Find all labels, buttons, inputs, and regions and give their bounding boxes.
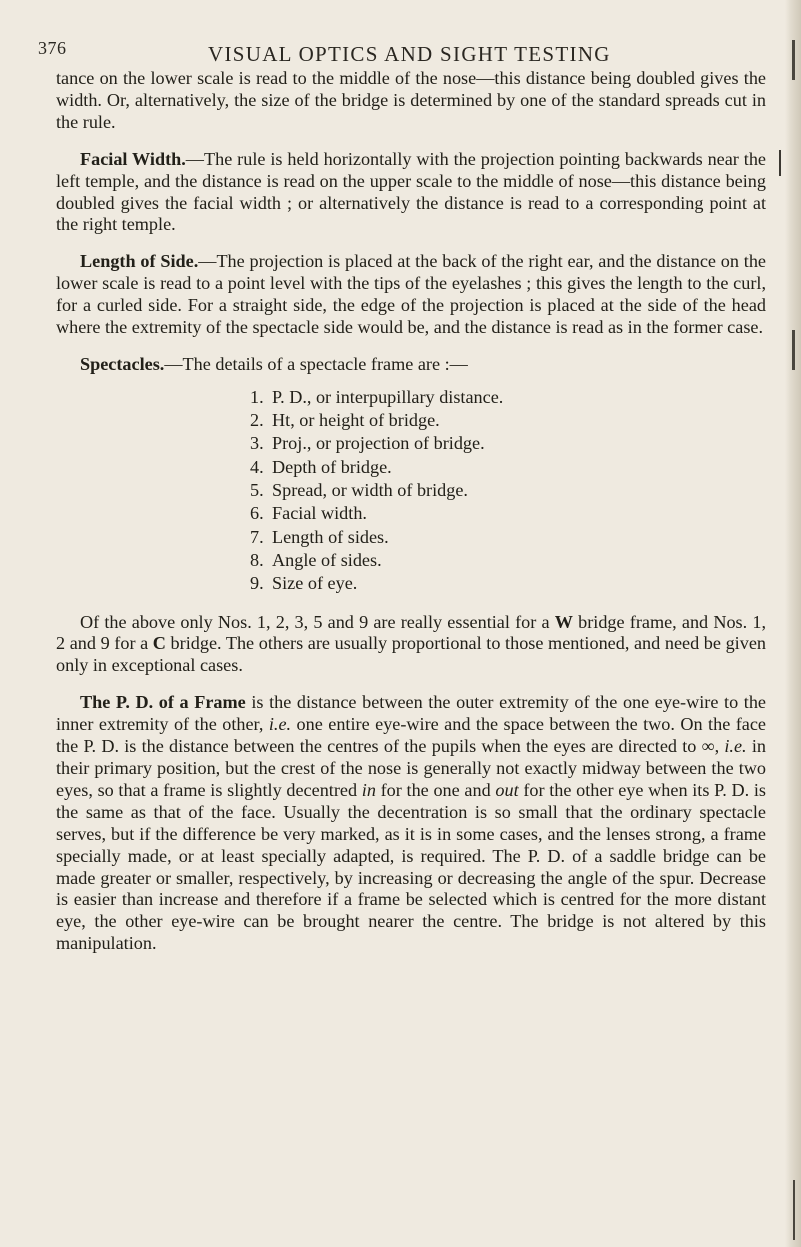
bridge-type-w: W	[554, 611, 573, 632]
facial-width-text: —The rule is held horizontally with the projection pointing backwards near the left temple, and the distance is read on the upper scale to the middle of nose—this distance being doubled gives the facial width ; or alternatively the distance is read to a corresponding point at the right temple.	[56, 148, 766, 235]
list-item	[250, 480, 766, 503]
emphasis-out: out	[495, 779, 519, 800]
list-item	[250, 433, 766, 456]
page-number: 376	[38, 38, 67, 58]
pd-text-2: one entire eye-wire and the space between the two. On the face the P. D. is the distance between the centres of the pupils when the eyes are directed to ∞,	[56, 714, 766, 757]
list-item	[250, 457, 766, 480]
list-number: 5.	[250, 480, 264, 501]
margin-bracket	[779, 150, 781, 176]
pd-text-5: for the other eye when its P. D. is the same as that of the face. Usually the decentration is so small that the ordinary spectacle serves, but if the difference be very marked, as it is in some cases, and the lenses strong, a frame specially made, or at least specially adapted, is required. The P. D. of a saddle bridge can be made greater or smaller, respectively, by increasing or decreasing the angle of the spur. Decrease is easier than increase and therefore if a frame be selected which is centred for the more distant eye, the other eye-wire can be brought nearer the centre. The bridge is not altered by this manipulation.	[56, 779, 766, 954]
list-text: Spread, or width of bridge.	[272, 480, 468, 501]
run-in-heading-spectacles: Spectacles.	[80, 353, 165, 374]
run-in-heading-length-of-side: Length of Side.	[80, 251, 199, 272]
paragraph-facial-width	[56, 149, 766, 237]
list-item	[250, 573, 766, 596]
list-number: 1.	[250, 386, 264, 407]
list-number: 6.	[250, 503, 264, 524]
essential-text-3: bridge. The others are usually proportional to those mentioned, and need be given only in exceptional cases.	[56, 633, 766, 676]
list-number: 8.	[250, 549, 264, 570]
list-text: Angle of sides.	[272, 549, 382, 570]
list-number: 7.	[250, 526, 264, 547]
paragraph-continuation: tance on the lower scale is read to the middle of the nose—this distance being doubled gives the width. Or, alternatively, the size of the bridge is determined by one of the standard spreads cut in the rule.	[56, 68, 766, 132]
list-text: Size of eye.	[272, 573, 358, 594]
running-head: VISUAL OPTICS AND SIGHT TESTING	[208, 42, 611, 66]
list-text: P. D., or interpupillary distance.	[272, 386, 504, 407]
paragraph-pd-of-frame	[56, 692, 766, 955]
page-edge-shadow	[785, 0, 801, 1247]
run-in-heading-facial-width: Facial Width.	[80, 148, 186, 169]
list-item	[250, 387, 766, 410]
paragraph-essential-items	[56, 612, 766, 678]
edge-mark	[792, 330, 795, 370]
list-number: 2.	[250, 410, 264, 431]
essential-text-2: bridge frame, and Nos. 1, 2 and 9 for a	[56, 611, 766, 654]
emphasis-in: in	[361, 779, 376, 800]
list-text: Depth of bridge.	[272, 456, 392, 477]
bridge-type-c: C	[152, 633, 166, 654]
list-number: 3.	[250, 433, 264, 454]
paragraph-length-of-side	[56, 251, 766, 339]
list-text: Ht, or height of bridge.	[272, 410, 440, 431]
list-item	[250, 410, 766, 433]
ie-abbreviation: i.e.	[724, 736, 747, 757]
page-header	[0, 22, 801, 66]
list-text: Facial width.	[272, 503, 367, 524]
list-number: 4.	[250, 456, 264, 477]
list-text: Length of sides.	[272, 526, 389, 547]
run-in-heading-pd-of-frame: The P. D. of a Frame	[80, 692, 246, 713]
essential-text-1: Of the above only Nos. 1, 2, 3, 5 and 9 are really essential for a	[80, 611, 555, 632]
edge-mark	[793, 1180, 795, 1240]
list-text: Proj., or projection of bridge.	[272, 433, 485, 454]
list-number: 9.	[250, 573, 264, 594]
list-item	[250, 527, 766, 550]
pd-text-4: for the one and	[375, 779, 496, 800]
pd-text-1: is the distance between the outer extremity of the one eye-wire to the inner extremity of the other,	[56, 692, 766, 735]
pd-text-3: in their primary position, but the crest of the nose is generally not exactly midway between the two eyes, so that a frame is slightly decentred	[56, 736, 766, 800]
paragraph-spectacles	[56, 354, 766, 376]
page-body	[56, 68, 766, 955]
spectacle-details-list	[250, 387, 766, 597]
list-item	[250, 550, 766, 573]
list-item	[250, 503, 766, 526]
spectacles-text: —The details of a spectacle frame are :—	[164, 353, 468, 374]
ie-abbreviation: i.e.	[268, 714, 292, 735]
length-of-side-text: —The projection is placed at the back of the right ear, and the distance on the lower scale is read to a point level with the tips of the eyelashes ; this gives the length to the curl, for a curled side. For a straight side, the edge of the projection is placed at the side of the head where the extremity of the spectacle side would be, and the distance is read as in the former case.	[56, 251, 766, 338]
